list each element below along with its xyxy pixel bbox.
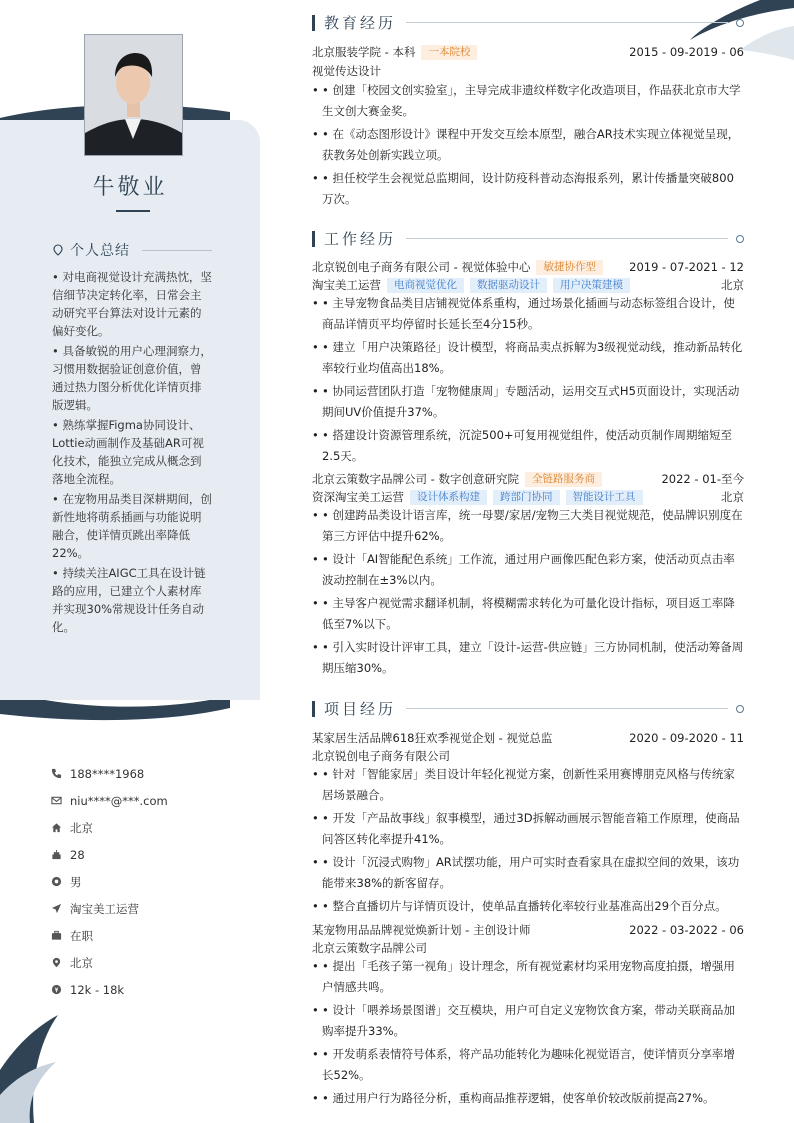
work-title: 工作经历: [324, 230, 397, 248]
project-org-line: [312, 747, 744, 765]
contact-email: [50, 787, 168, 814]
school-name: 北京服装学院 - 本科: [312, 45, 416, 59]
job-bullets: [312, 293, 744, 469]
profile-photo: [84, 34, 183, 156]
home-icon: [50, 822, 62, 834]
heading-bar: [312, 15, 315, 31]
bullet-item: • • 设计「AI智能配色系统」工作流，通过用户画像匹配色彩方案，使活动页点击率波动控制在±3%以内。: [312, 549, 744, 591]
heading-dot-icon: [736, 705, 744, 713]
contact-value: 北京: [70, 955, 93, 970]
job-role: 资深淘宝美工运营: [312, 490, 404, 504]
contact-salary: [50, 976, 168, 1003]
summary-heading: [52, 240, 212, 260]
heading-rule: [406, 22, 728, 23]
contact-value: niu****@***.com: [70, 793, 168, 808]
contact-value: 男: [70, 874, 82, 889]
job-role-line: [312, 488, 744, 506]
bullet-item: • • 整合直播切片与详情页设计，使单品直播转化率较行业基准高出29个百分点。: [312, 896, 744, 917]
contact-home: [50, 814, 168, 841]
mail-icon: [50, 795, 62, 807]
job-tag: 敏捷协作型: [536, 260, 603, 275]
project-org: 北京云策数字品牌公司: [312, 941, 427, 955]
bullet-item: • • 通过用户行为路径分析，重构商品推荐逻辑，使客单价较改版前提高27%。: [312, 1088, 744, 1109]
work-heading: [312, 228, 744, 249]
heading-dot-icon: [736, 19, 744, 27]
job-role: 淘宝美工运营: [312, 278, 381, 292]
job-role-line: [312, 276, 744, 294]
bullet-item: • • 开发萌系表情符号体系，将产品功能转化为趣味化视觉语言，使详情页分享率增长52%。: [312, 1044, 744, 1086]
education-major-line: [312, 62, 744, 80]
job-company: 北京锐创电子商务有限公司 - 视觉体验中心: [312, 260, 531, 274]
bullet-item: • • 针对「智能家居」类目设计年轻化视觉方案，创新性采用赛博朋克风格与传统家居场景融合。: [312, 764, 744, 806]
education-bullets: [312, 80, 744, 212]
project-bullets: [312, 956, 744, 1111]
contact-value: 28: [70, 847, 85, 862]
contact-value: 188****1968: [70, 766, 145, 781]
projects-heading: [312, 698, 744, 719]
project-period: 2022 - 03-2022 - 06: [629, 923, 744, 937]
briefcase-icon: [50, 930, 62, 942]
bullet-item: • • 协同运营团队打造「宠物健康周」专题活动，运用交互式H5页面设计，实现活动期间UV价值提升37%。: [312, 381, 744, 423]
job-tag: 全链路服务商: [525, 472, 602, 487]
contact-value: 淘宝美工运营: [70, 901, 139, 916]
bullet-item: • • 在《动态图形设计》课程中开发交互绘本原型，融合AR技术实现立体视觉呈现，获教务处创新实践立项。: [312, 124, 744, 166]
send-icon: [50, 903, 62, 915]
salary-icon: [50, 984, 62, 996]
location-icon: [50, 957, 62, 969]
major: 视觉传达设计: [312, 64, 381, 78]
summary-list: [52, 268, 212, 638]
contact-value: 北京: [70, 820, 93, 835]
skill-tag: 用户决策建模: [553, 278, 630, 293]
contact-location: [50, 949, 168, 976]
summary-item: • 对电商视觉设计充满热忱，坚信细节决定转化率，日常会主动研究平台算法对设计元素的偏好变化。: [52, 270, 212, 338]
summary-item: • 在宠物用品类目深耕期间，创新性地将萌系插画与功能说明融合，使详情页跳出率降低22%。: [52, 492, 212, 560]
name-underline: [116, 210, 150, 212]
contact-age: [50, 841, 168, 868]
summary-title: 个人总结: [70, 243, 130, 259]
summary-rule: [142, 250, 212, 251]
bullet-item: • • 创建跨品类设计语言库，统一母婴/家居/宠物三大类目视觉规范，使品牌识别度在第三方评估中提升62%。: [312, 505, 744, 547]
bullet-item: • • 引入实时设计评审工具，建立「设计-运营-供应链」三方协同机制，使活动筹备周期压缩30%。: [312, 637, 744, 679]
education-period: 2015 - 09-2019 - 06: [629, 45, 744, 59]
bullet-item: • • 开发「产品故事线」叙事模型，通过3D拆解动画展示智能音箱工作原理，使商品问答区转化率提升41%。: [312, 808, 744, 850]
job-bullets: [312, 505, 744, 681]
project-org-line: [312, 939, 744, 957]
education-school-line: [312, 43, 744, 61]
job-company-line: [312, 470, 744, 488]
job-city: 北京: [721, 490, 744, 504]
phone-icon: [50, 768, 62, 780]
summary-item: • 具备敏锐的用户心理洞察力，习惯用数据验证创意价值，曾通过热力图分析优化详情页排版逻辑。: [52, 344, 212, 412]
skill-tag: 智能设计工具: [566, 490, 643, 505]
contact-list: [50, 760, 168, 1003]
school-tag: 一本院校: [421, 45, 477, 60]
project-name: 某家居生活品牌618狂欢季视觉企划 - 视觉总监: [312, 731, 553, 745]
project-name-line: [312, 729, 744, 747]
skill-tag: 设计体系构建: [410, 490, 487, 505]
skill-tag: 数据驱动设计: [470, 278, 547, 293]
bullet-item: • • 设计「喂养场景图谱」交互模块，用户可自定义宠物饮食方案，带动关联商品加购率提升33%。: [312, 1000, 744, 1042]
education-title: 教育经历: [324, 14, 397, 32]
contact-value: 在职: [70, 928, 93, 943]
job-company: 北京云策数字品牌公司 - 数字创意研究院: [312, 472, 519, 486]
project-period: 2020 - 09-2020 - 11: [629, 731, 744, 745]
job-period: 2019 - 07-2021 - 12: [629, 260, 744, 274]
bullet-item: • • 提出「毛孩子第一视角」设计理念，所有视觉素材均采用宠物高度拍摄，增强用户情感共鸣。: [312, 956, 744, 998]
education-heading: [312, 12, 744, 33]
project-bullets: [312, 764, 744, 919]
heading-rule: [406, 238, 728, 239]
skill-tag: 电商视觉优化: [387, 278, 464, 293]
cake-icon: [50, 849, 62, 861]
bullet-item: • • 担任校学生会视觉总监期间，设计防疫科普动态海报系列，累计传播量突破800万次。: [312, 168, 744, 210]
pin-icon: [52, 244, 64, 256]
contact-phone: [50, 760, 168, 787]
projects-title: 项目经历: [324, 700, 397, 718]
heading-bar: [312, 231, 315, 247]
bullet-item: • • 建立「用户决策路径」设计模型，将商品卖点拆解为3级视觉动线，推动新品转化率较行业均值高出18%。: [312, 337, 744, 379]
summary-item: • 熟练掌握Figma协同设计、Lottie动画制作及基础AR可视化技术，能独立完成从概念到落地全流程。: [52, 418, 204, 486]
job-period: 2022 - 01-至今: [661, 472, 744, 486]
summary-item: • 持续关注AIGC工具在设计链路的应用，已建立个人素材库并实现30%常规设计任务自动化。: [52, 566, 206, 634]
bullet-item: • • 主导宠物食品类目店铺视觉体系重构，通过场景化插画与动态标签组合设计，使商品详情页平均停留时长延长至4分15秒。: [312, 293, 744, 335]
project-name-line: [312, 921, 744, 939]
contact-status: [50, 922, 168, 949]
candidate-name: 牛敬业: [92, 175, 168, 200]
job-company-line: [312, 258, 744, 276]
bullet-item: • • 设计「沉浸式购物」AR试摆功能，用户可实时查看家具在虚拟空间的效果，该功能带来38%的新客留存。: [312, 852, 744, 894]
avatar-icon: [85, 35, 182, 155]
project-org: 北京锐创电子商务有限公司: [312, 749, 450, 763]
bullet-item: • • 主导客户视觉需求翻译机制，将模糊需求转化为可量化设计指标，项目返工率降低至7%以下。: [312, 593, 744, 635]
bullet-item: • • 搭建设计资源管理系统，沉淀500+可复用视觉组件，使活动页制作周期缩短至2.5天。: [312, 425, 744, 467]
heading-rule: [406, 708, 728, 709]
contact-gender: [50, 868, 168, 895]
gender-icon: [50, 876, 62, 888]
heading-bar: [312, 701, 315, 717]
heading-dot-icon: [736, 235, 744, 243]
skill-tag: 跨部门协同: [493, 490, 560, 505]
project-name: 某宠物用品品牌视觉焕新计划 - 主创设计师: [312, 923, 531, 937]
contact-target-role: [50, 895, 168, 922]
contact-value: 12k - 18k: [70, 982, 125, 997]
bullet-item: • • 创建「校园文创实验室」，主导完成非遗纹样数字化改造项目，作品获北京市大学生文创大赛金奖。: [312, 80, 744, 122]
job-city: 北京: [721, 278, 744, 292]
